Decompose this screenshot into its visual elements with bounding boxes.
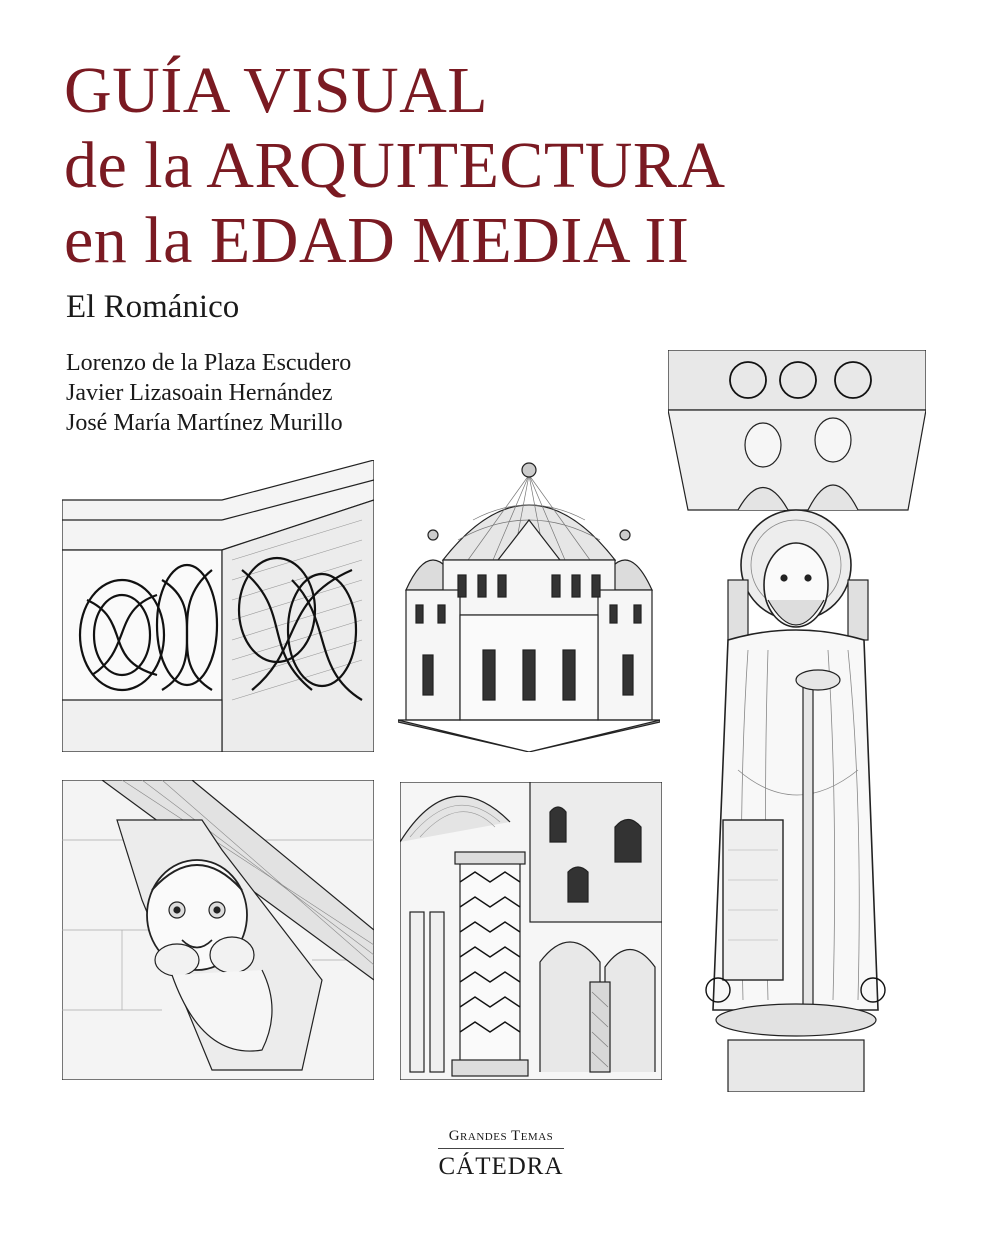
collection-name: Grandes Temas <box>438 1128 564 1149</box>
knotwork-capital-illustration <box>62 460 374 752</box>
nave-arcade-illustration <box>400 782 662 1080</box>
domed-church-drawing <box>398 460 660 752</box>
title-line-3: en la EDAD MEDIA II <box>64 204 690 277</box>
author-1: Lorenzo de la Plaza Escudero <box>66 350 352 376</box>
author-3: José María Martínez Murillo <box>66 410 343 436</box>
title-line-2: de la ARQUITECTURA <box>64 129 726 202</box>
apostle-column-drawing <box>668 350 926 1092</box>
author-list <box>66 348 351 438</box>
corbel-figure-illustration <box>62 780 374 1080</box>
knotwork-capital-drawing <box>62 460 374 752</box>
publisher-imprint <box>438 1128 564 1181</box>
domed-church-illustration <box>398 460 660 752</box>
publisher-name: CÁTEDRA <box>438 1153 564 1180</box>
corbel-figure-drawing <box>62 780 374 1080</box>
apostle-column-illustration <box>668 350 926 1092</box>
author-2: Javier Lizasoain Hernández <box>66 380 333 406</box>
book-subtitle: El Románico <box>66 289 240 325</box>
nave-arcade-drawing <box>400 782 662 1080</box>
book-title <box>64 54 726 283</box>
title-line-1: GUÍA VISUAL <box>64 54 489 127</box>
